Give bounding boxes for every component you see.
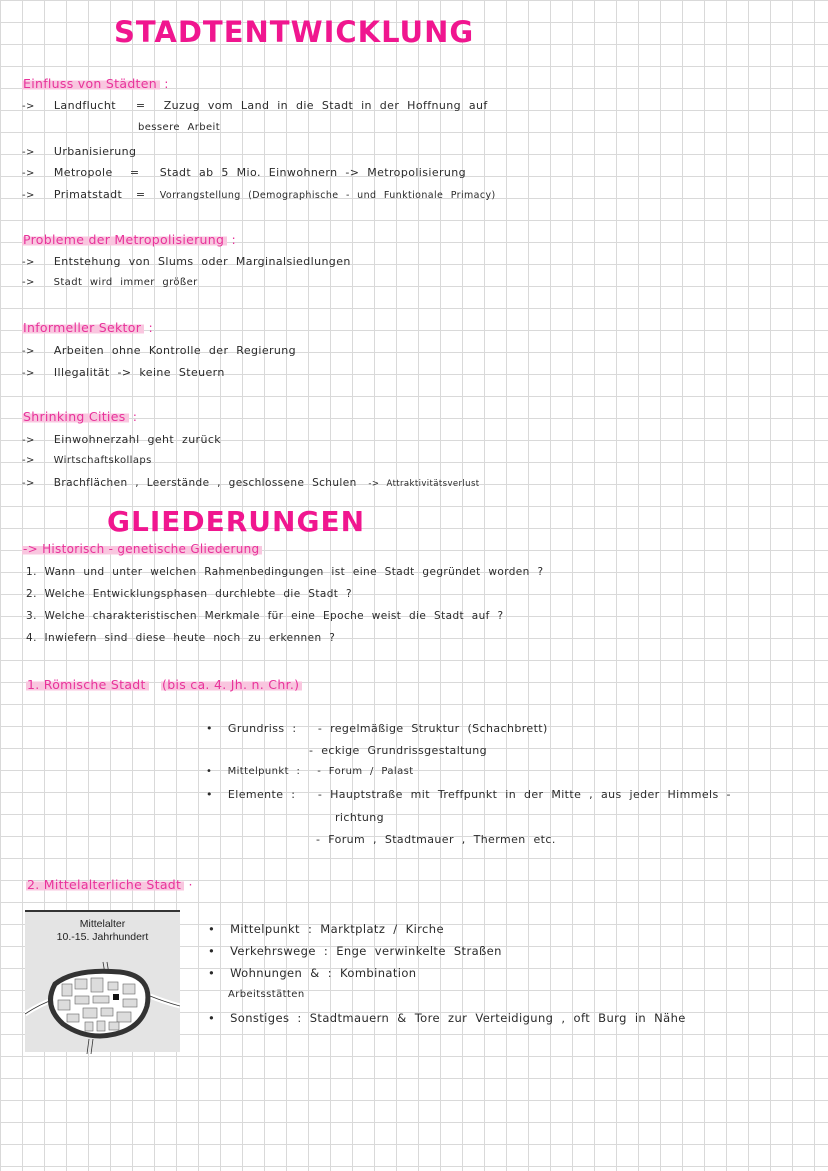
- bullet-icon: •: [208, 966, 216, 980]
- definition: Vorrangstellung (Demographische - und Funktionale Primacy): [159, 190, 496, 201]
- heading-colon: :: [148, 320, 153, 335]
- heading-subtitle: (bis ca. 4. Jh. n. Chr.): [161, 677, 302, 692]
- definition: Stadt ab 5 Mio. Einwohnern -> Metropolisierung: [159, 166, 467, 179]
- definition: Zuzug vom Land in die Stadt in der Hoffnung auf: [163, 99, 488, 112]
- bullet-icon: •: [206, 766, 213, 777]
- question-item: 1. Wann und unter welchen Rahmenbedingungen ist eine Stadt gegründet worden ?: [26, 566, 544, 578]
- heading-text: Informeller Sektor: [22, 320, 144, 335]
- item-text: Arbeiten ohne Kontrolle der Regierung: [53, 344, 297, 357]
- feature-text-continuation: Arbeitsstätten: [228, 989, 305, 1000]
- item-text: Stadt wird immer größer: [53, 277, 198, 288]
- feature-label: Grundriss :: [227, 722, 297, 735]
- equals-sign: =: [135, 188, 146, 201]
- bullet-icon: •: [206, 722, 213, 735]
- feature-text: Sonstiges : Stadtmauern & Tore zur Verteidigung , oft Burg in Nähe: [230, 1011, 686, 1025]
- feature-row: [208, 922, 444, 936]
- heading-text: Einfluss von Städten: [22, 76, 160, 91]
- heading-text: Shrinking Cities: [22, 409, 129, 424]
- bullet-icon: •: [208, 922, 216, 936]
- item-text: Wirtschaftskollaps: [53, 455, 152, 466]
- feature-row: [208, 966, 417, 980]
- arrow-icon: ->: [22, 435, 35, 446]
- item-tail: -> Attraktivitätsverlust: [368, 479, 480, 489]
- term: Metropole: [53, 166, 113, 179]
- list-item: [22, 433, 221, 446]
- list-item: [22, 188, 496, 201]
- feature-value-continuation: richtung: [335, 811, 385, 824]
- arrow-icon: ->: [22, 455, 35, 466]
- figure-caption-line1: Mittelalter: [79, 918, 126, 930]
- feature-row-grundriss: [206, 722, 548, 735]
- list-item: [22, 455, 152, 466]
- feature-label: Elemente :: [227, 788, 296, 801]
- arrow-icon: ->: [22, 101, 35, 112]
- section-title-gliederungen: GLIEDERUNGEN: [107, 505, 366, 538]
- heading-colon: :: [231, 232, 237, 247]
- section-heading-informell: [22, 320, 153, 335]
- item-text: Entstehung von Slums oder Marginalsiedlungen: [53, 255, 351, 268]
- subsection-heading-roemisch: [26, 677, 302, 692]
- feature-value-continuation: - Forum , Stadtmauer , Thermen etc.: [316, 833, 556, 846]
- heading-text: Probleme der Metropolisierung: [22, 232, 227, 247]
- question-item: 4. Inwiefern sind diese heute noch zu erkennen ?: [26, 632, 336, 644]
- list-item: [22, 477, 480, 489]
- question-item: 2. Welche Entwicklungsphasen durchlebte die Stadt ?: [26, 588, 353, 600]
- list-item: [22, 255, 351, 268]
- feature-row: [208, 944, 502, 958]
- arrow-icon: ->: [22, 277, 35, 288]
- section-heading-gliederung: [22, 542, 262, 556]
- list-item: [22, 344, 296, 357]
- arrow-icon: ->: [22, 478, 35, 489]
- section-heading-einfluss: [22, 76, 169, 91]
- list-item: [22, 99, 488, 112]
- feature-text: Mittelpunkt : Marktplatz / Kirche: [230, 922, 444, 936]
- arrow-icon: ->: [22, 190, 35, 201]
- feature-row-mittelpunkt: [206, 766, 414, 777]
- question-item: 3. Welche charakteristischen Merkmale für eine Epoche weist die Stadt auf ?: [26, 610, 504, 622]
- feature-value: - Hauptstraße mit Treffpunkt in der Mitte , aus jeder Himmels -: [317, 788, 731, 801]
- arrow-icon: ->: [22, 257, 35, 268]
- subsection-heading-mittelalter: [26, 877, 193, 892]
- heading-colon: :: [132, 409, 138, 424]
- figure-caption: [25, 918, 180, 944]
- section-heading-probleme: [22, 232, 236, 247]
- feature-value: - Forum / Palast: [317, 766, 414, 777]
- item-text: Illegalität -> keine Steuern: [53, 366, 225, 379]
- arrow-icon: ->: [22, 168, 35, 179]
- heading-text: 1. Römische Stadt: [26, 677, 149, 692]
- list-item: [22, 166, 466, 179]
- term: Primatstadt: [53, 188, 123, 201]
- equals-sign: =: [135, 99, 146, 112]
- arrow-icon: ->: [22, 147, 35, 158]
- list-item: [22, 277, 198, 288]
- feature-value: - regelmäßige Struktur (Schachbrett): [317, 722, 548, 735]
- page-title: STADTENTWICKLUNG: [114, 15, 475, 49]
- arrow-icon: ->: [22, 346, 35, 357]
- heading-text: -> Historisch - genetische Gliederung: [22, 542, 262, 556]
- arrow-icon: ->: [22, 368, 35, 379]
- heading-colon: ·: [188, 877, 193, 892]
- bullet-icon: •: [206, 788, 213, 801]
- equals-sign: =: [129, 166, 140, 179]
- item-text: Brachflächen , Leerstände , geschlossene Schulen: [53, 477, 357, 489]
- term: Landflucht: [53, 99, 116, 112]
- list-item: [22, 145, 136, 158]
- list-item: [22, 366, 225, 379]
- item-text: Einwohnerzahl geht zurück: [53, 433, 222, 446]
- bullet-icon: •: [208, 944, 216, 958]
- medieval-city-map-figure: [25, 910, 180, 1052]
- bullet-icon: •: [208, 1011, 216, 1025]
- feature-row: [208, 1011, 686, 1025]
- feature-label: Mittelpunkt :: [227, 766, 301, 777]
- definition-continuation: bessere Arbeit: [138, 122, 221, 133]
- feature-value-continuation: - eckige Grundrissgestaltung: [309, 744, 487, 757]
- feature-row-elemente: [206, 788, 731, 801]
- heading-colon: :: [164, 76, 169, 91]
- term: Urbanisierung: [53, 145, 137, 158]
- heading-text: 2. Mittelalterliche Stadt: [26, 877, 184, 892]
- figure-caption-line2: 10.-15. Jahrhundert: [56, 931, 149, 943]
- feature-text: Verkehrswege : Enge verwinkelte Straßen: [230, 944, 502, 958]
- feature-text: Wohnungen & : Kombination: [230, 966, 417, 980]
- section-heading-shrinking: [22, 409, 137, 424]
- city-map-icon: [25, 944, 180, 1054]
